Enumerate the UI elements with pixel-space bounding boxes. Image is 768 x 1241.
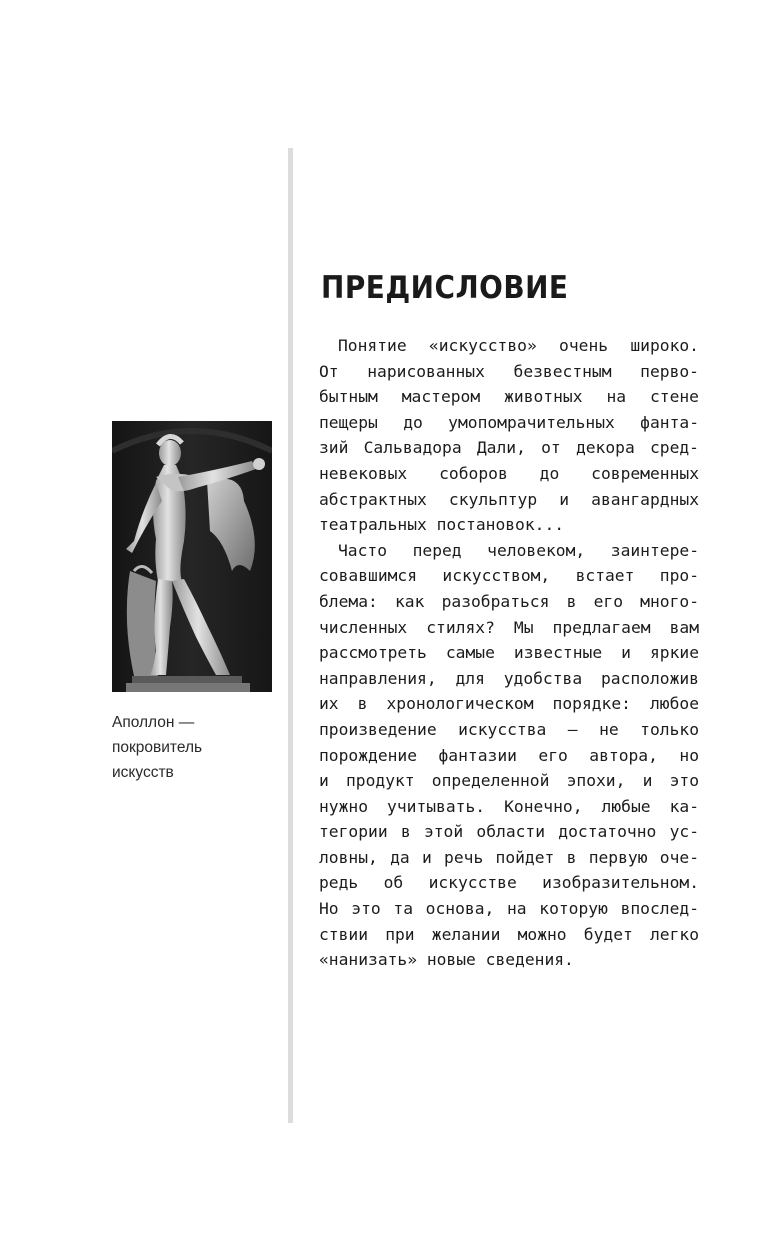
text-line: нужно учитывать. Конечно, любые ка- [319, 796, 699, 816]
statue-photo [112, 421, 272, 692]
text-line: Часто перед человеком, заинтере- [338, 540, 699, 560]
text-line: «нанизать» новые сведения. [319, 950, 574, 970]
text-line: театральных постановок... [319, 515, 565, 535]
text-line: тегории в этой области достаточно ус- [319, 822, 699, 842]
caption-line: искусств [112, 764, 174, 781]
text-line: ловны, да и речь пойдет в первую оче- [319, 847, 699, 867]
text-line: ствии при желании можно будет легко [319, 924, 699, 944]
text-line: совавшимся искусством, встает про- [319, 566, 699, 586]
text-line: направления, для удобства расположив [319, 668, 699, 688]
apollo-statue-image [112, 421, 272, 692]
text-line: блема: как разобраться в его много- [319, 591, 699, 611]
text-line: невековых соборов до современных [319, 463, 699, 483]
text-line: редь об искусстве изобразительном. [319, 873, 699, 893]
paragraph-1 [319, 333, 699, 538]
figure-caption [112, 710, 282, 785]
paragraph-2 [319, 538, 699, 973]
body-text [319, 333, 699, 973]
text-line: абстрактных скульптур и авангардных [319, 489, 699, 509]
text-line: зий Сальвадора Дали, от декора сред- [319, 438, 699, 458]
text-line: От нарисованных безвестным перво- [319, 361, 699, 381]
caption-line: покровитель [112, 739, 203, 756]
text-line: рассмотреть самые известные и яркие [319, 643, 699, 663]
text-line: их в хронологическом порядке: любое [319, 694, 699, 714]
column-divider [288, 148, 293, 1123]
text-line: Но это та основа, на которую впослед- [319, 899, 699, 919]
text-line: произведение искусства — не только [319, 719, 699, 739]
caption-line: Аполлон — [112, 714, 195, 731]
text-line: численных стилях? Мы предлагаем вам [319, 617, 699, 637]
section-heading: ПРЕДИСЛОВИЕ [321, 270, 569, 306]
text-line: Понятие «искусство» очень широко. [338, 336, 699, 355]
text-line: и продукт определенной эпохи, и это [319, 771, 699, 791]
text-line: пещеры до умопомрачительных фанта- [319, 412, 699, 432]
text-line: бытным мастером животных на стене [319, 387, 699, 407]
text-line: порождение фантазии его автора, но [319, 745, 699, 765]
